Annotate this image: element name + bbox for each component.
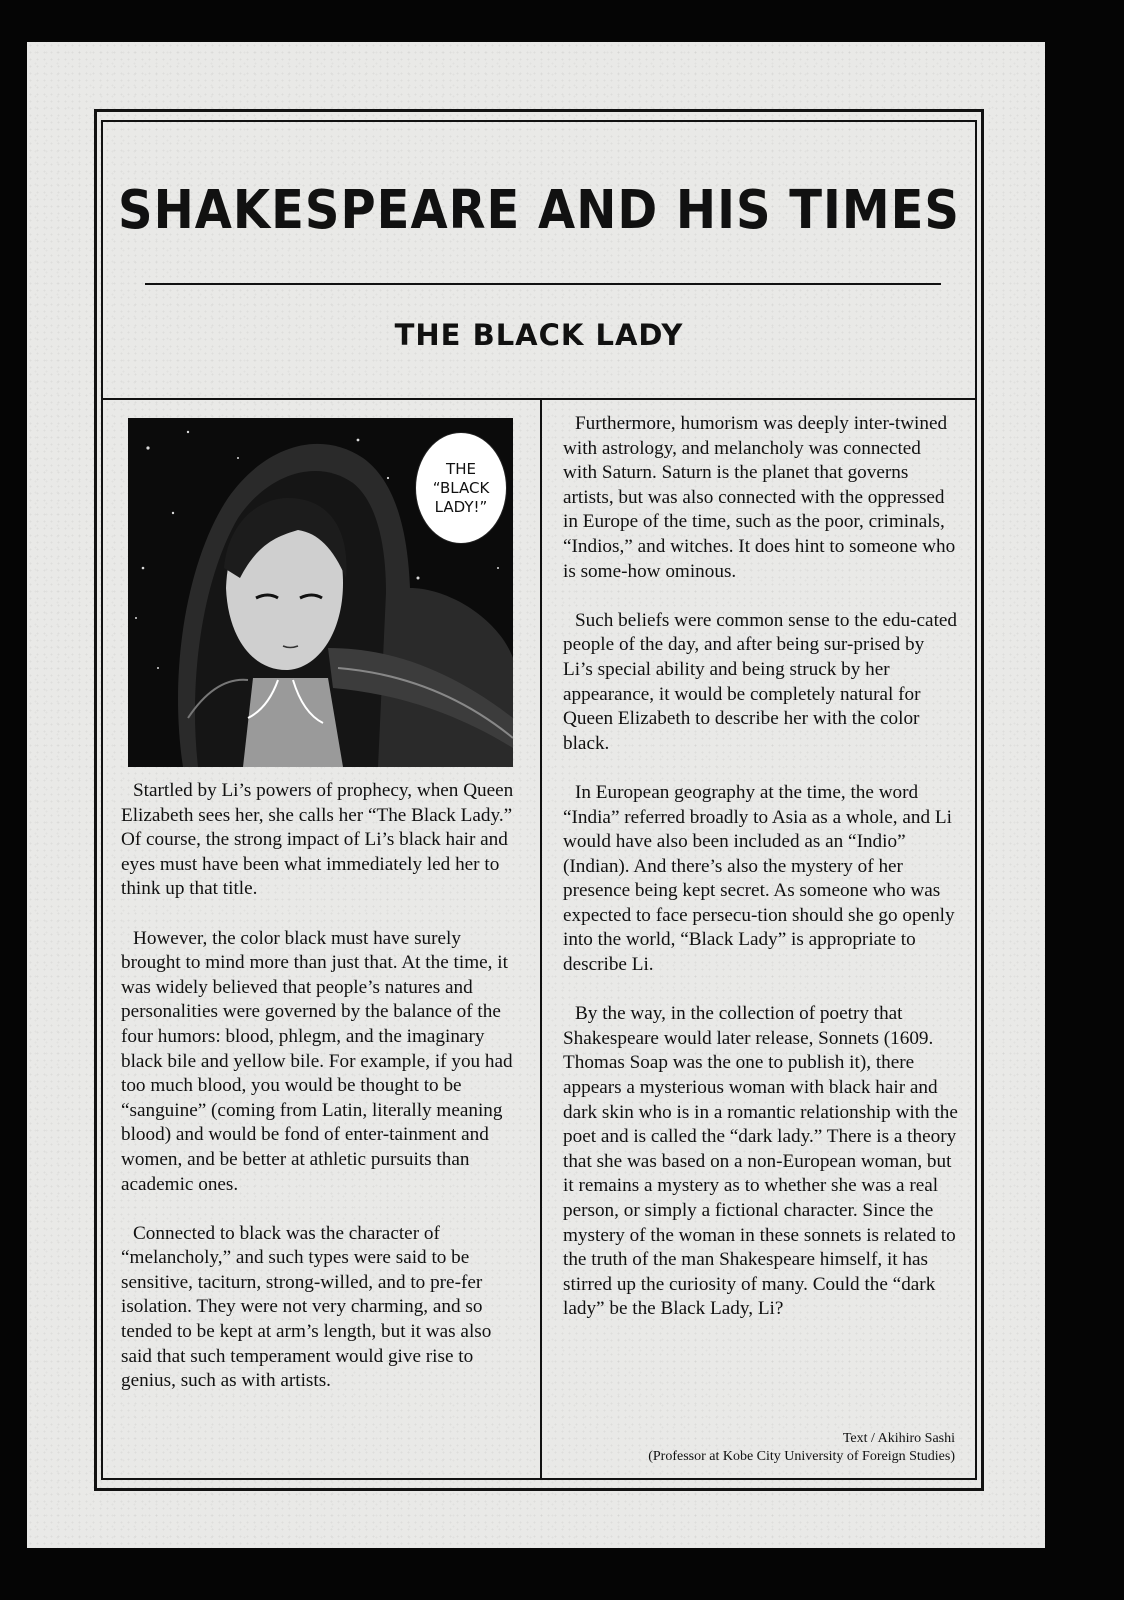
right-column	[563, 412, 958, 1347]
left-paragraph-3: Connected to black was the character of “melancholy,” and such types were said to be sensitive, taciturn, strong-willed, and to pre-fer isolation. They were not very charming, and so tended to be kept at arm’s length, but it was also said that such temperament would give rise to genius, such as with artists.	[121, 1222, 492, 1392]
right-paragraph-4: By the way, in the collection of poetry that Shakespeare would later release, Sonnets (1609. Thomas Soap was the one to publish it), there appears a mysterious woman with black hair and dark skin who is in a romantic relationship with the poet and is called the “dark lady.” There is a theory that she was based on a non-European woman, but it remains a mystery as to whether she was a real person, or simply a fictional character. Since the mystery of the woman in these sonnets is related to the truth of the man Shakespeare himself, it has stirred up the curiosity of many. Could the “dark lady” be the Black Lady, Li?	[563, 1003, 958, 1320]
article-page	[27, 42, 1045, 1548]
author-credit	[648, 1430, 955, 1466]
credit-author: Text / Akihiro Sashi	[842, 1431, 955, 1446]
right-paragraph-1: Furthermore, humorism was deeply inter-twined with astrology, and melancholy was connected with Saturn. Saturn is the planet that governs artists, but was also connected with the oppressed in Europe of the time, such as the poor, criminals, “Indios,” and witches. It does hint to someone who is some-how ominous.	[563, 413, 956, 582]
inner-frame	[101, 120, 977, 1480]
speech-bubble	[415, 432, 507, 544]
page-title: SHAKESPEARE AND HIS TIMES	[118, 178, 960, 242]
right-paragraph-3: In European geography at the time, the word “India” referred broadly to Asia as a whole, and Li would have also been included as an “Indio” (Indian). And there’s also the mystery of her presence being kept secret. As someone who was expected to face persecu-tion should she go openly into the world, “Black Lady” is appropriate to describe Li.	[563, 781, 955, 976]
outer-frame	[94, 109, 984, 1491]
speech-bubble-text: THE “BLACK LADY!”	[432, 459, 490, 516]
left-paragraph-1: Startled by Li’s powers of prophecy, when Queen Elizabeth sees her, she calls her “The Black Lady.” Of course, the strong impact of Li’s black hair and eyes must have been what immediately led her to think up that title.	[121, 780, 514, 900]
header-box	[103, 122, 975, 400]
left-column	[121, 418, 518, 1418]
title-rule	[145, 283, 941, 285]
left-paragraph-2: However, the color black must have surely brought to mind more than just that. At the time, it was widely believed that people’s natures and personalities were governed by the balance of the four humors: blood, phlegm, and the imaginary black bile and yellow bile. For example, if you had too much blood, you would be thought to be “sanguine” (coming from Latin, literally meaning blood) and would be fond of enter-tainment and women, and be better at athletic pursuits than academic ones.	[121, 927, 513, 1195]
page-subtitle: THE BLACK LADY	[394, 318, 684, 352]
right-paragraph-2: Such beliefs were common sense to the edu-cated people of the day, and after being sur-prised by Li’s special ability and being struck by her appearance, it would be completely natural for Queen Elizabeth to describe her with the color black.	[563, 609, 958, 754]
manga-panel-illustration	[128, 418, 513, 767]
credit-affiliation: (Professor at Kobe City University of Foreign Studies)	[648, 1449, 955, 1464]
column-divider	[540, 398, 542, 1478]
